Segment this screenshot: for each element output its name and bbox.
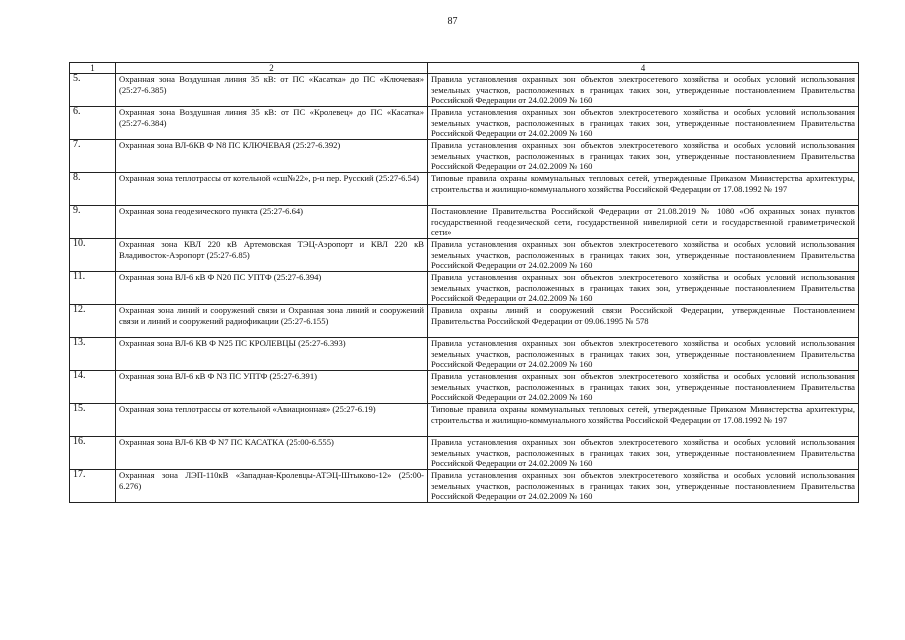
table-row: [70, 239, 859, 272]
row-number: 14.: [70, 371, 116, 404]
row-number: 17.: [70, 470, 116, 503]
row-object: Охранная зона геодезического пункта (25:27-6.64): [116, 206, 428, 239]
table-row: [70, 173, 859, 206]
row-document: Постановление Правительства Российской Федерации от 21.08.2019 № 1080 «Об охранных зонах пунктов государственной геодезической сети, государственной нивелирной сети и государственной гравиметрической сети»: [428, 206, 859, 239]
row-object: Охранная зона КВЛ 220 кВ Артемовская ТЭЦ-Аэропорт и КВЛ 220 кВ Владивосток-Аэропорт (25:27-6.85): [116, 239, 428, 272]
row-document: Типовые правила охраны коммунальных тепловых сетей, утвержденные Приказом Министерства архитектуры, строительства и жилищно-коммунального хозяйства Российской Федерации от 17.08.1992 № 197: [428, 173, 859, 206]
page-number: 87: [447, 16, 458, 27]
row-object: Охранная зона ВЛ-6КВ Ф N8 ПС КЛЮЧЕВАЯ (25:27-6.392): [116, 140, 428, 173]
row-object: Охранная зона ВЛ-6 КВ Ф N7 ПС КАСАТКА (25:00-6.555): [116, 437, 428, 470]
row-number: 7.: [70, 140, 116, 173]
row-number: 13.: [70, 338, 116, 371]
row-object: Охранная зона ВЛ-6 кВ Ф N20 ПС УПТФ (25:27-6.394): [116, 272, 428, 305]
row-object: Охранная зона теплотрассы от котельной «Авиационная» (25:27-6.19): [116, 404, 428, 437]
row-number: 9.: [70, 206, 116, 239]
row-document: Правила установления охранных зон объектов электросетевого хозяйства и особых условий использования земельных участков, расположенных в границах таких зон, утвержденные постановлением Правительства Российской Федерации от 24.02.2009 № 160: [428, 239, 859, 272]
zones-table: [69, 62, 859, 503]
row-document: Правила установления охранных зон объектов электросетевого хозяйства и особых условий использования земельных участков, расположенных в границах таких зон, утвержденные постановлением Правительства Российской Федерации от 24.02.2009 № 160: [428, 140, 859, 173]
row-number: 5.: [70, 74, 116, 107]
table-row: [70, 338, 859, 371]
table-row: [70, 437, 859, 470]
table-row: [70, 305, 859, 338]
row-document: Типовые правила охраны коммунальных тепловых сетей, утвержденные Приказом Министерства архитектуры, строительства и жилищно-коммунального хозяйства Российской Федерации от 17.08.1992 № 197: [428, 404, 859, 437]
table-body: [70, 74, 859, 503]
row-document: Правила установления охранных зон объектов электросетевого хозяйства и особых условий использования земельных участков, расположенных в границах таких зон, утвержденные постановлением Правительства Российской Федерации от 24.02.2009 № 160: [428, 470, 859, 503]
row-object: Охранная зона ВЛ-6 КВ Ф N25 ПС КРОЛЕВЦЫ (25:27-6.393): [116, 338, 428, 371]
row-number: 6.: [70, 107, 116, 140]
row-number: 11.: [70, 272, 116, 305]
row-document: Правила охраны линий и сооружений связи Российской Федерации, утвержденные Постановлением Правительства Российской Федерации от 09.06.1995 № 578: [428, 305, 859, 338]
table-row: [70, 272, 859, 305]
table-row: [70, 74, 859, 107]
row-document: Правила установления охранных зон объектов электросетевого хозяйства и особых условий использования земельных участков, расположенных в границах таких зон, утвержденные постановлением Правительства Российской Федерации от 24.02.2009 № 160: [428, 272, 859, 305]
row-number: 15.: [70, 404, 116, 437]
header-col-object: 2: [116, 63, 428, 74]
table-row: [70, 140, 859, 173]
row-number: 10.: [70, 239, 116, 272]
row-document: Правила установления охранных зон объектов электросетевого хозяйства и особых условий использования земельных участков, расположенных в границах таких зон, утвержденные постановлением Правительства Российской Федерации от 24.02.2009 № 160: [428, 437, 859, 470]
header-col-number: 1: [70, 63, 116, 74]
table-row: [70, 206, 859, 239]
row-document: Правила установления охранных зон объектов электросетевого хозяйства и особых условий использования земельных участков, расположенных в границах таких зон, утвержденные постановлением Правительства Российской Федерации от 24.02.2009 № 160: [428, 338, 859, 371]
row-object: Охранная зона Воздушная линия 35 кВ: от ПС «Кролевец» до ПС «Касатка» (25:27-6.384): [116, 107, 428, 140]
row-object: Охранная зона ЛЭП-110кВ «Западная-Кролевцы-АТЭЦ-Штыково-12» (25:00-6.276): [116, 470, 428, 503]
table-row: [70, 404, 859, 437]
row-document: Правила установления охранных зон объектов электросетевого хозяйства и особых условий использования земельных участков, расположенных в границах таких зон, утвержденные постановлением Правительства Российской Федерации от 24.02.2009 № 160: [428, 371, 859, 404]
row-document: Правила установления охранных зон объектов электросетевого хозяйства и особых условий использования земельных участков, расположенных в границах таких зон, утвержденные постановлением Правительства Российской Федерации от 24.02.2009 № 160: [428, 107, 859, 140]
row-document: Правила установления охранных зон объектов электросетевого хозяйства и особых условий использования земельных участков, расположенных в границах таких зон, утвержденные постановлением Правительства Российской Федерации от 24.02.2009 № 160: [428, 74, 859, 107]
header-col-document: 4: [428, 63, 859, 74]
table-header-row: [70, 63, 859, 74]
row-object: Охранная зона ВЛ-6 кВ Ф N3 ПС УПТФ (25:27-6.391): [116, 371, 428, 404]
table-row: [70, 107, 859, 140]
row-number: 12.: [70, 305, 116, 338]
row-number: 16.: [70, 437, 116, 470]
table-row: [70, 371, 859, 404]
row-number: 8.: [70, 173, 116, 206]
row-object: Охранная зона теплотрассы от котельной «сш№22», р-н пер. Русский (25:27-6.54): [116, 173, 428, 206]
row-object: Охранная зона Воздушная линия 35 кВ: от ПС «Касатка» до ПС «Ключевая» (25:27-6.385): [116, 74, 428, 107]
row-object: Охранная зона линий и сооружений связи и Охранная зона линий и сооружений связи и линий и сооружений радиофикации (25:27-6.155): [116, 305, 428, 338]
table-row: [70, 470, 859, 503]
